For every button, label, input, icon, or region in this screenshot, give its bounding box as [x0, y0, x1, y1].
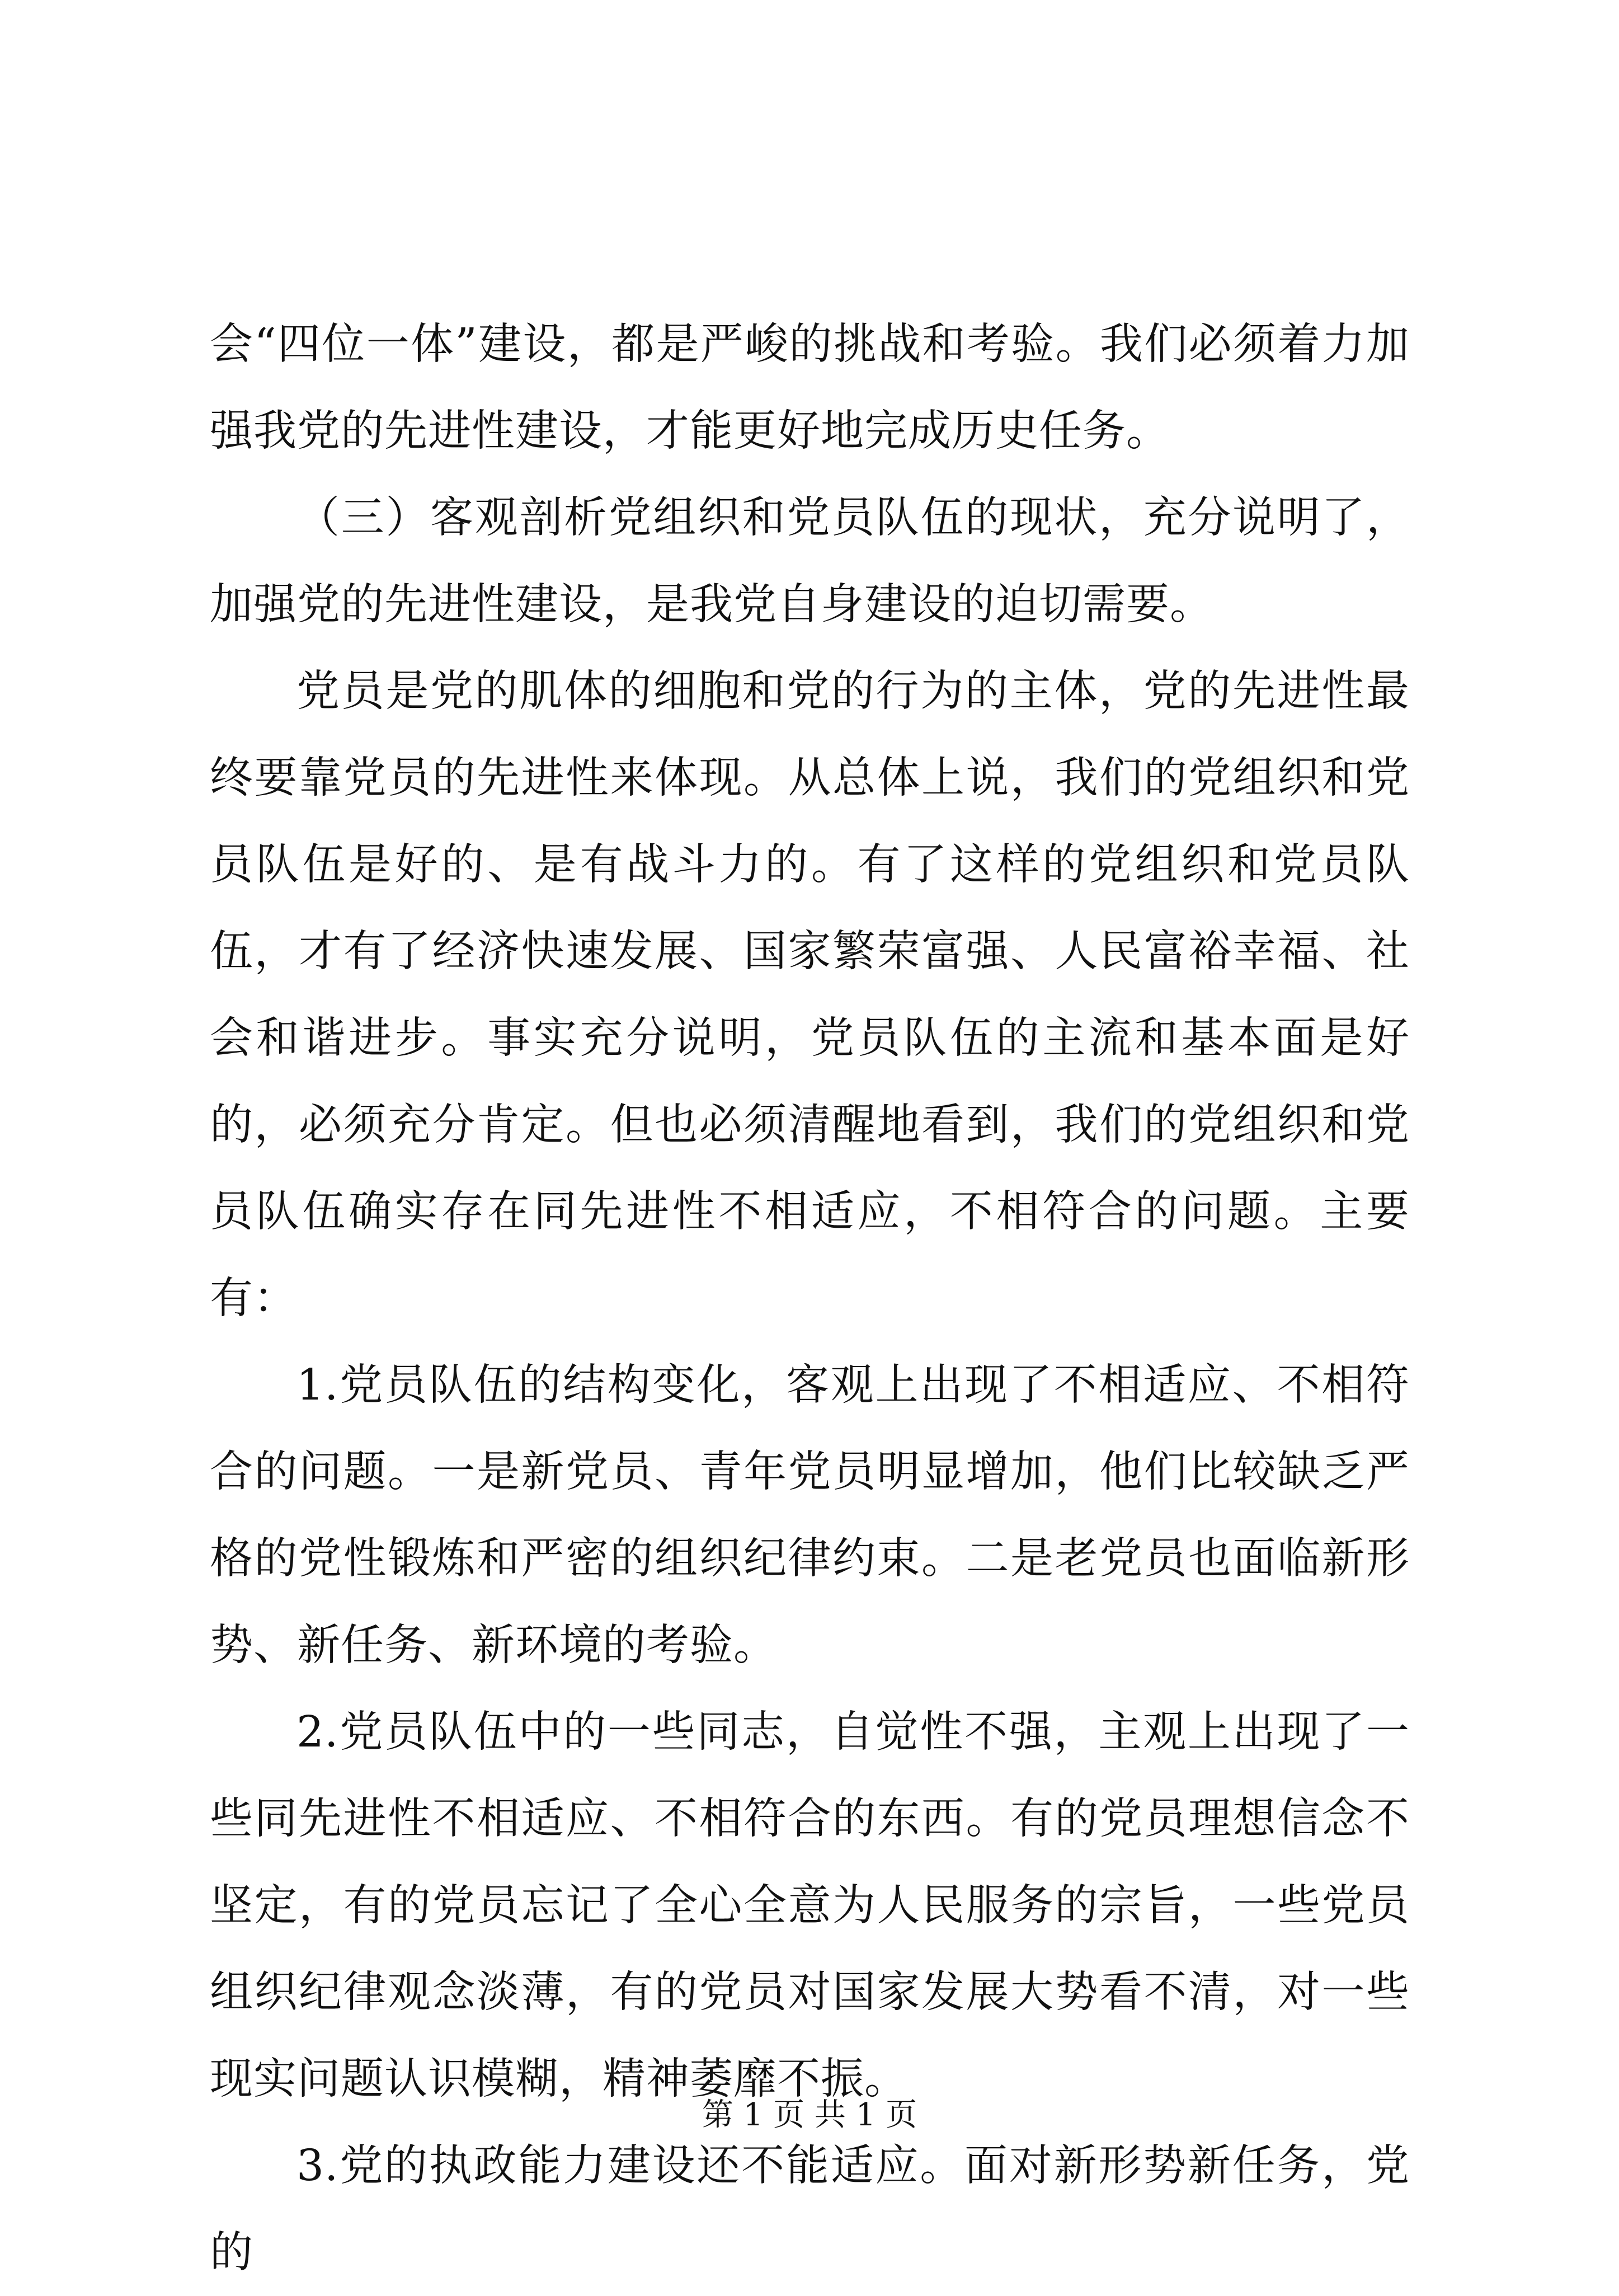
paragraph-section-heading: （三）客观剖析党组织和党员队伍的现状，充分说明了，加强党的先进性建设，是我党自身建设的迫切需要。: [210, 493, 1410, 630]
document-body: [210, 301, 1410, 2296]
paragraph-point-1: 1.党员队伍的结构变化，客观上出现了不相适应、不相符合的问题。一是新党员、青年党员明显增加，他们比较缺乏严格的党性锻炼和严密的组织纪律约束。二是老党员也面临新形势、新任务、新环境的考验。: [210, 1360, 1410, 1670]
page-number-footer: 第 1 页 共 1 页: [702, 2097, 917, 2133]
paragraph-continuation: 会“四位一体”建设，都是严峻的挑战和考验。我们必须着力加强我党的先进性建设，才能更好地完成历史任务。: [210, 320, 1410, 456]
paragraph-body: 党员是党的肌体的细胞和党的行为的主体，党的先进性最终要靠党员的先进性来体现。从总体上说，我们的党组织和党员队伍是好的、是有战斗力的。有了这样的党组织和党员队伍，才有了经济快速发展、国家繁荣富强、人民富裕幸福、社会和谐进步。事实充分说明，党员队伍的主流和基本面是好的，必须充分肯定。但也必须清醒地看到，我们的党组织和党员队伍确实存在同先进性不相适应，不相符合的问题。主要有：: [210, 666, 1410, 1323]
paragraph-point-3: 3.党的执政能力建设还不能适应。面对新形势新任务，党的: [210, 2141, 1410, 2278]
paragraph-point-2: 2.党员队伍中的一些同志，自觉性不强，主观上出现了一些同先进性不相适应、不相符合的东西。有的党员理想信念不坚定，有的党员忘记了全心全意为人民服务的宗旨，一些党员组织纪律观念淡薄，有的党员对国家发展大势看不清，对一些现实问题认识模糊，精神萎靡不振。: [210, 1707, 1410, 2104]
